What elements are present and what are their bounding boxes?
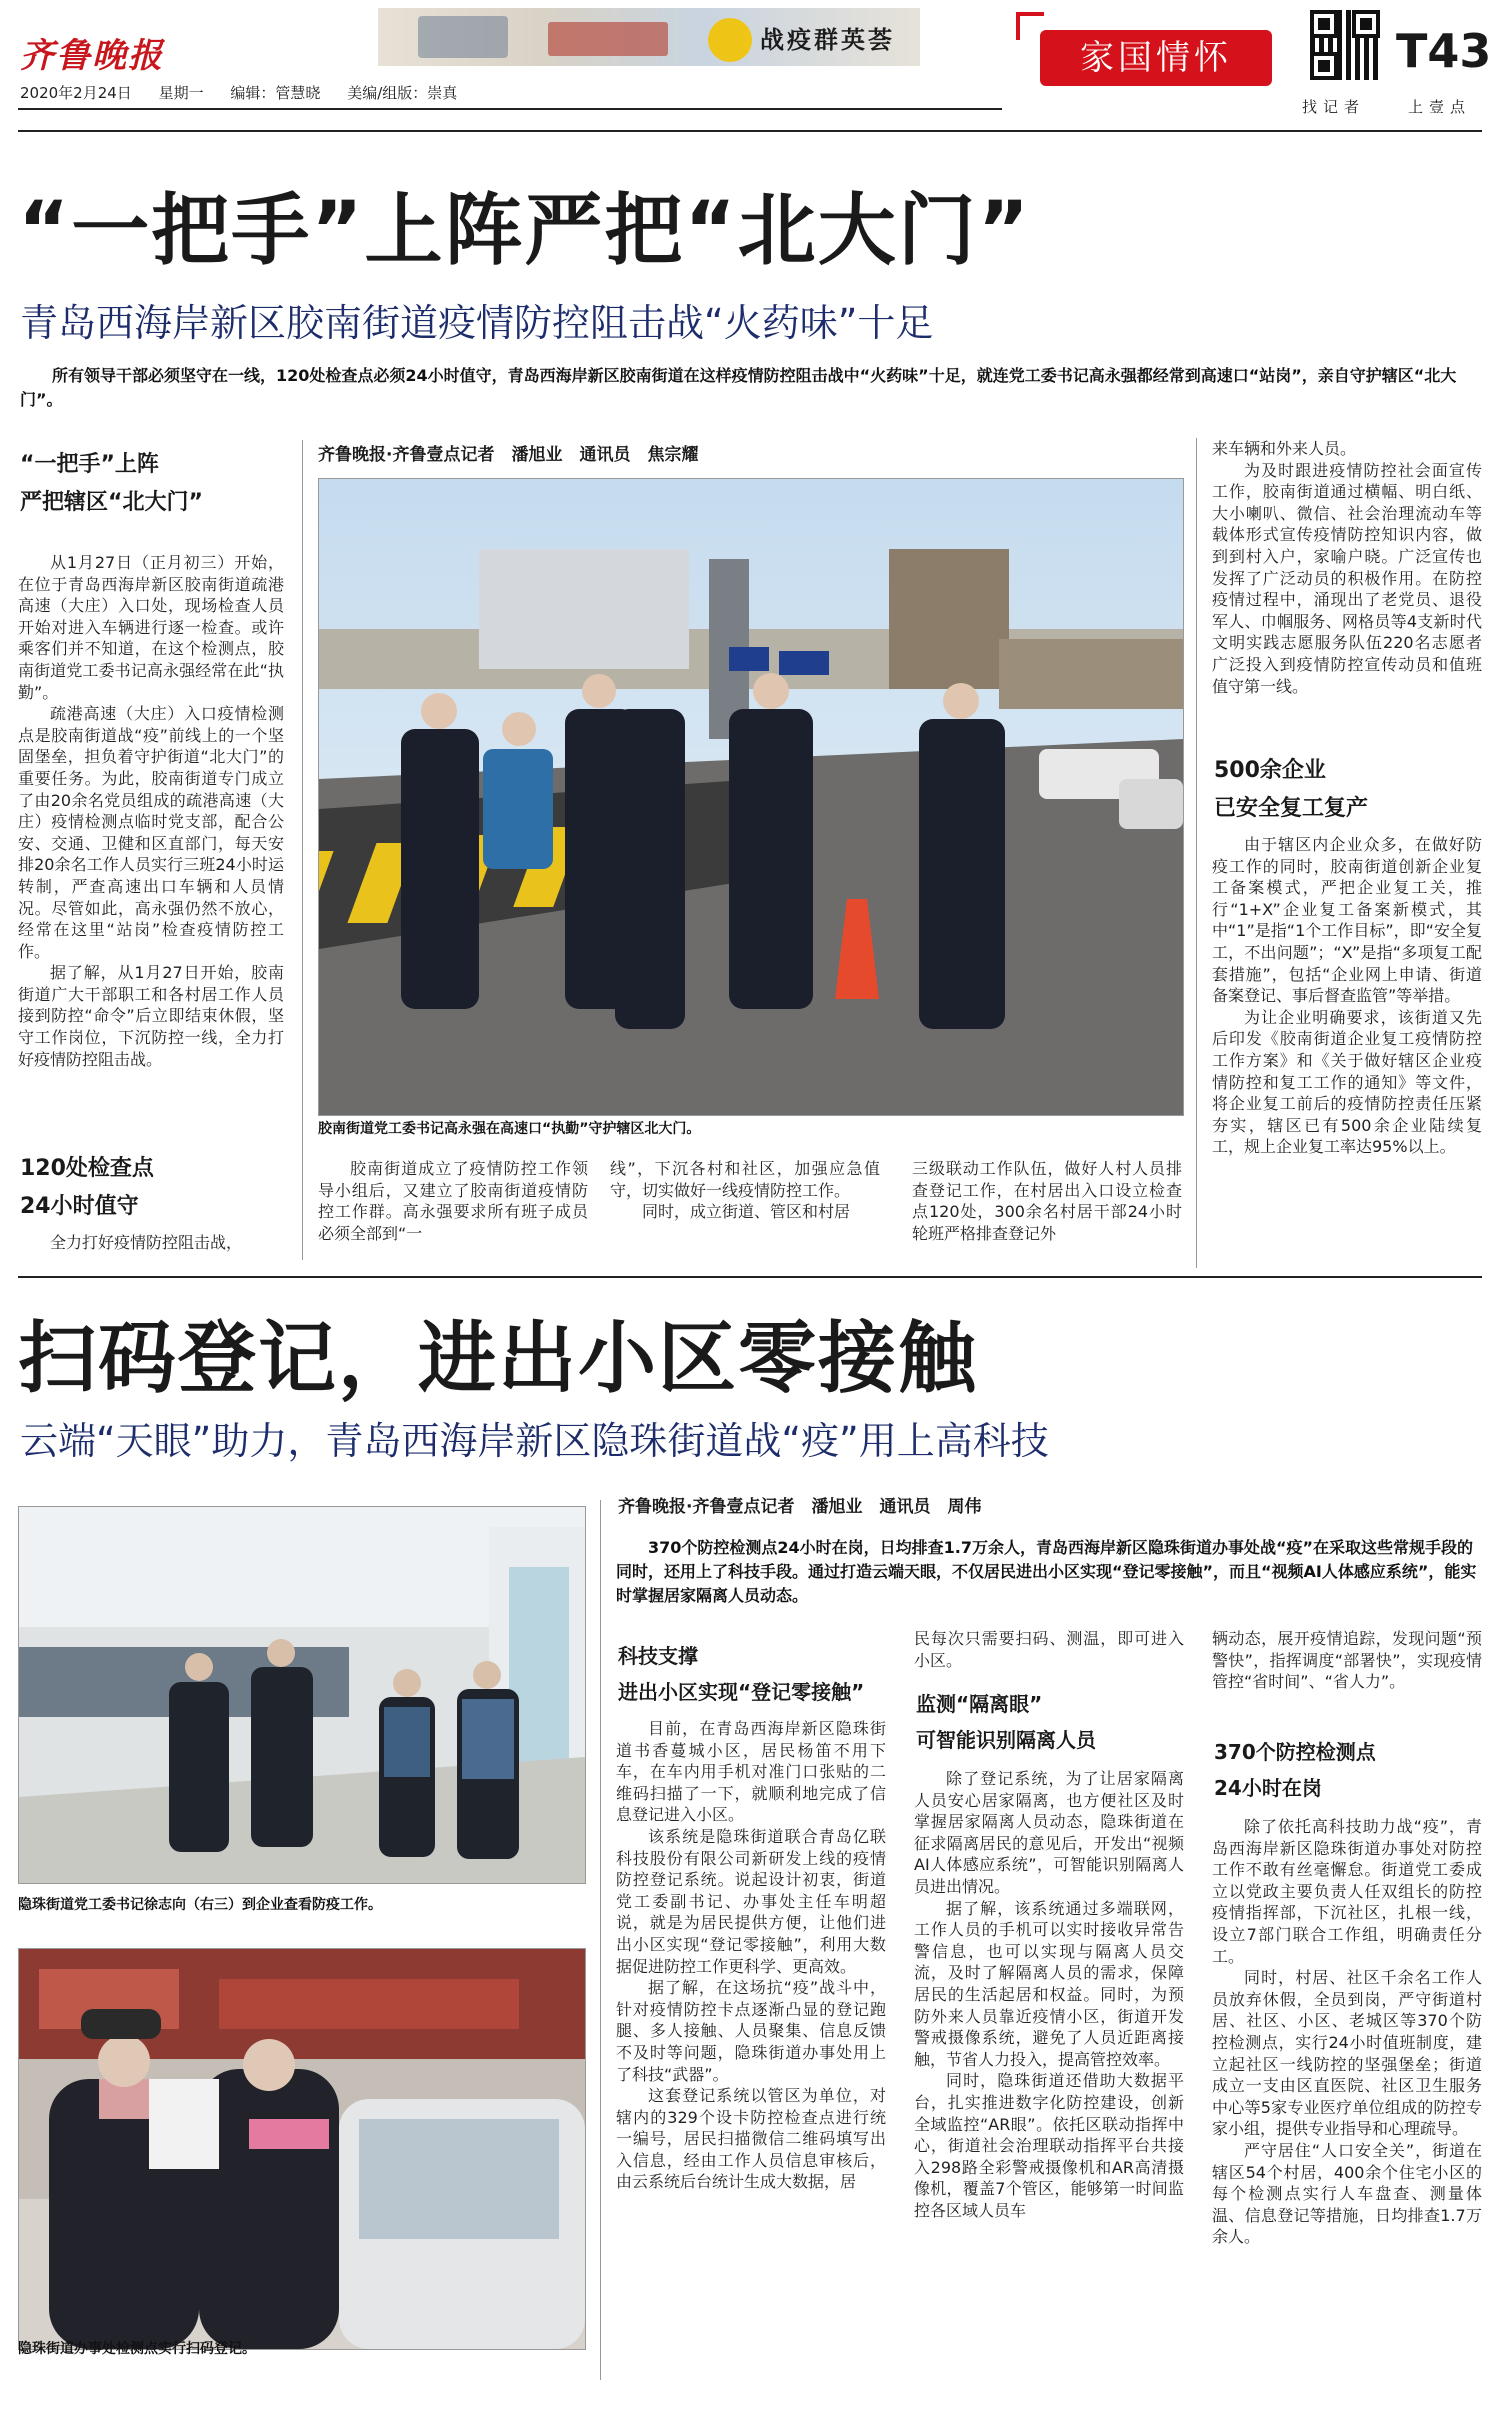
article2-headline: 扫码登记，进出小区零接触 (18, 1314, 979, 1404)
article1-subtitle-1: “一把手”上阵 严把辖区“北大门” (20, 452, 203, 515)
article1-col1-end: 全力打好疫情防控阻击战， (50, 1233, 243, 1252)
banner-title: 战疫群英荟 (760, 25, 895, 54)
article2-photo-1-caption: 隐珠街道党工委书记徐志向（右三）到企业查看防疫工作。 (18, 1897, 382, 1913)
design-credit: 美编/组版：崇真 (347, 84, 458, 102)
article2-lead: 370个防控检测点24小时在岗，日均排查1.7万余人，青岛西海岸新区隐珠街道办事处战“疫”在采取这些常规手段的同时，还用上了科技手段。通过打造云端天眼，不仅居民进出小区实现“登记零接触”，而且“视频AI人体感应系统”，能实时掌握居家隔离人员动态。 (616, 1538, 1477, 1605)
article2-byline: 齐鲁晚报·齐鲁壹点记者 潘旭业 通讯员 周伟 (618, 1497, 982, 1517)
masthead-rule-2 (18, 130, 1482, 132)
section-tab: 家国情怀 (1040, 30, 1272, 86)
column-divider (302, 440, 303, 1260)
article2-subtitle-2: 监测“隔离眼” 可智能识别隔离人员 (916, 1692, 1096, 1752)
article1-byline: 齐鲁晚报·齐鲁壹点记者 潘旭业 通讯员 焦宗耀 (318, 445, 699, 465)
banner-truck-icon (548, 22, 668, 56)
article2-subhead: 云端“天眼”助力，青岛西海岸新区隐珠街道战“疫”用上高科技 (20, 1419, 1049, 1463)
article2-col3-top: 辆动态，展开疫情追踪，发现问题“预警快”，指挥调度“部署快”，实现疫情管控“省时间”、“省人力”。 (1212, 1629, 1482, 1692)
article1-col2: 胶南街道成立了疫情防控工作领导小组后，又建立了胶南街道疫情防控工作群。高永强要求所有班子成员必须全部到“一 (318, 1159, 588, 1243)
article2-photo-2 (18, 1948, 586, 2350)
qr-label: 找记者 (1302, 98, 1366, 116)
article1-subhead: 青岛西海岸新区胶南街道疫情防控阻击战“火药味”十足 (20, 301, 934, 345)
page-sub-label: 上壹点 (1408, 98, 1472, 116)
article-separator (18, 1276, 1482, 1278)
article2-col1: 目前，在青岛西海岸新区隐珠街道书香蔓城小区，居民杨笛不用下车，在车内用手机对准门口张贴的二维码扫描了一下，就顺利地完成了信息登记进入小区。 该系统是隐珠街道联合青岛亿联科技股份有限公司新研发上线的疫情防控登记系统。说起设计初衷，街道党工委副书记、办事处主任车明超说，就是为居民提供方便，让他们进出小区实现“登记零接触”，利用大数据促进防控工作更科学、更高效。 据了解，在这场抗“疫”战斗中，针对疫情防控卡点逐渐凸显的登记跑腿、多人接触、人员聚集、信息反馈不及时等问题，隐珠街道办事处用上了科技“武器”。 这套登记系统以管区为单位，对辖内的329个设卡防控检查点进行统一编号，居民扫描微信二维码填写出入信息，经由工作人员信息审核后，由云系统后台统计生成大数据，居 (616, 1719, 886, 2192)
article2-subtitle-3: 370个防控检测点 24小时在岗 (1214, 1740, 1376, 1800)
article1-col1: 从1月27日（正月初三）开始，在位于青岛西海岸新区胶南街道疏港高速（大庄）入口处，现场检查人员开始对进入车辆进行逐一检查。或许乘客们并不知道，在这个检测点，胶南街道党工委书记高永强经常在此“执勤”。 疏港高速（大庄）入口疫情检测点是胶南街道战“疫”前线上的一个坚固堡垒，担负着守护街道“北大门”的重要任务。为此，胶南街道专门成立了由20余名党员组成的疏港高速（大庄）疫情检测点临时党支部，配合公安、交通、卫健和区直部门，每天安排20余名工作人员实行三班24小时运转制，严查高速出口车辆和人员情况。尽管如此，高永强仍然不放心，经常在这里“站岗”检查疫情防控工作。 据了解，从1月27日开始，胶南街道广大干部职工和各村居工作人员接到防控“命令”后立即结束休假，坚守工作岗位，下沉防控一线，全力打好疫情防控阻击战。 (18, 553, 284, 1069)
article2-photo-2-caption: 隐珠街道办事处检测点实行扫码登记。 (18, 2341, 256, 2357)
article2-col3: 除了依托高科技助力战“疫”，青岛西海岸新区隐珠街道办事处对防控工作不敢有丝毫懈怠。街道党工委成立以党政主要负责人任双组长的防控疫情指挥部，下沉社区，扎根一线，设立7部门联合工作组，明确责任分工。 同时，村居、社区千余名工作人员放弃休假，全员到岗，严守街道村居、社区、小区、老城区等370个防控检测点，实行24小时值班制度，建立起社区一线防控的坚强堡垒；街道成立一支由区直医院、社区卫生服务中心等5家专业医疗单位组成的防控专家小组，提供专业指导和心理疏导。 严守居住“人口安全关”，街道在辖区54个村居，400余个住宅小区的每个检测点实行人车盘查、测量体温、信息登记等措施，日均排查1.7万余人。 (1212, 1817, 1482, 2247)
issue-date: 2020年2月24日 (20, 84, 132, 102)
article1-col5-bottom: 由于辖区内企业众多，在做好防疫工作的同时，胶南街道创新企业复工备案模式，严把企业复工关，推行“1+X”企业复工备案新模式，其中“1”是指“1个工作目标”，即“安全复工，不出问题”；“X”是指“多项复工配套措施”，包括“企业网上申请、街道备案登记、事后督查监管”等举措。 为让企业明确要求，该街道又先后印发《胶南街道企业复工疫情防控工作方案》和《关于做好辖区企业疫情防控和复工工作的通知》等文件，将企业复工前后的疫情防控责任压紧夯实，辖区已有500余企业陆续复工，规上企业复工率达95%以上。 (1212, 835, 1482, 1157)
editor-credit: 编辑：管慧晓 (230, 84, 321, 102)
article1-subtitle-2: 120处检查点 24小时值守 (20, 1156, 154, 1219)
article2-photo-1 (18, 1506, 586, 1884)
article2-subtitle-1: 科技支撑 进出小区实现“登记零接触” (618, 1644, 865, 1704)
article1-col5-top: 来车辆和外来人员。 为及时跟进疫情防控社会面宣传工作，胶南街道通过横幅、明白纸、大小喇叭、微信、社会治理流动车等载体形式宣传疫情防控知识内容，做到到村入户，家喻户晓。广泛宣传也发挥了广泛动员的积极作用。在防控疫情过程中，涌现出了老党员、退役军人、巾帼服务、网格员等4支新时代文明实践志愿服务队伍220名志愿者广泛投入到疫情防控宣传动员和值班值守第一线。 (1212, 439, 1482, 696)
article1-headline: “一把手”上阵严把“北大门” (18, 186, 1032, 276)
column-divider (1196, 438, 1197, 1268)
article1-photo-caption: 胶南街道党工委书记高永强在高速口“执勤”守护辖区北大门。 (318, 1121, 701, 1137)
article1-col3: 线”，下沉各村和社区，加强应急值守，切实做好一线疫情防控工作。 同时，成立街道、管区和村居 (610, 1159, 880, 1222)
article1-photo (318, 478, 1184, 1116)
masthead-rule (18, 108, 1002, 110)
newspaper-logo: 齐鲁晚报 (20, 36, 164, 76)
banner-emblem-icon (708, 18, 752, 62)
column-divider (600, 1500, 601, 2380)
article2-col2: 除了登记系统，为了让居家隔离人员安心居家隔离，也方便社区及时掌握居家隔离人员动态，隐珠街道在征求隔离居民的意见后，开发出“视频AI人体感应系统”，可智能识别隔离人员进出情况。 据了解，该系统通过多端联网，工作人员的手机可以实时接收异常告警信息，也可以实现与隔离人员交流，及时了解隔离人员的需求，保障居民的生活起居和权益。同时，为预防外来人员靠近疫情小区，街道开发警戒摄像系统，避免了人员近距离接触，节省人力投入，提高管控效率。 同时，隐珠街道还借助大数据平台，扎实推进数字化防控建设，创新全域监控“AR眼”。依托区联动指挥中心，街道社会治理联动指挥平台共接入298路全彩警戒摄像机和AR高清摄像机，覆盖7个管区，能够第一时间监控各区域人员车 (914, 1769, 1184, 2220)
article2-col2-top: 民每次只需要扫码、测温，即可进入小区。 (914, 1629, 1184, 1670)
article1-col4: 三级联动工作队伍，做好人村人员排查登记工作，在村居出入口设立检查点120处，300余名村居干部24小时轮班严格排查登记外 (912, 1159, 1182, 1243)
article1-subtitle-3: 500余企业 已安全复工复产 (1214, 758, 1369, 821)
qr-code-icon[interactable] (1310, 10, 1380, 80)
issue-weekday: 星期一 (158, 84, 204, 102)
article1-lead: 所有领导干部必须坚守在一线，120处检查点必须24小时值守，青岛西海岸新区胶南街道在这样疫情防控阻击战中“火药味”十足，就连党工委书记高永强都经常到高速口“站岗”，亲自守护辖区“北大门”。 (20, 366, 1457, 409)
banner-photo-icon (418, 16, 508, 58)
page-number: T43 (1396, 24, 1492, 78)
banner-image (378, 8, 920, 66)
dateline (20, 82, 479, 103)
